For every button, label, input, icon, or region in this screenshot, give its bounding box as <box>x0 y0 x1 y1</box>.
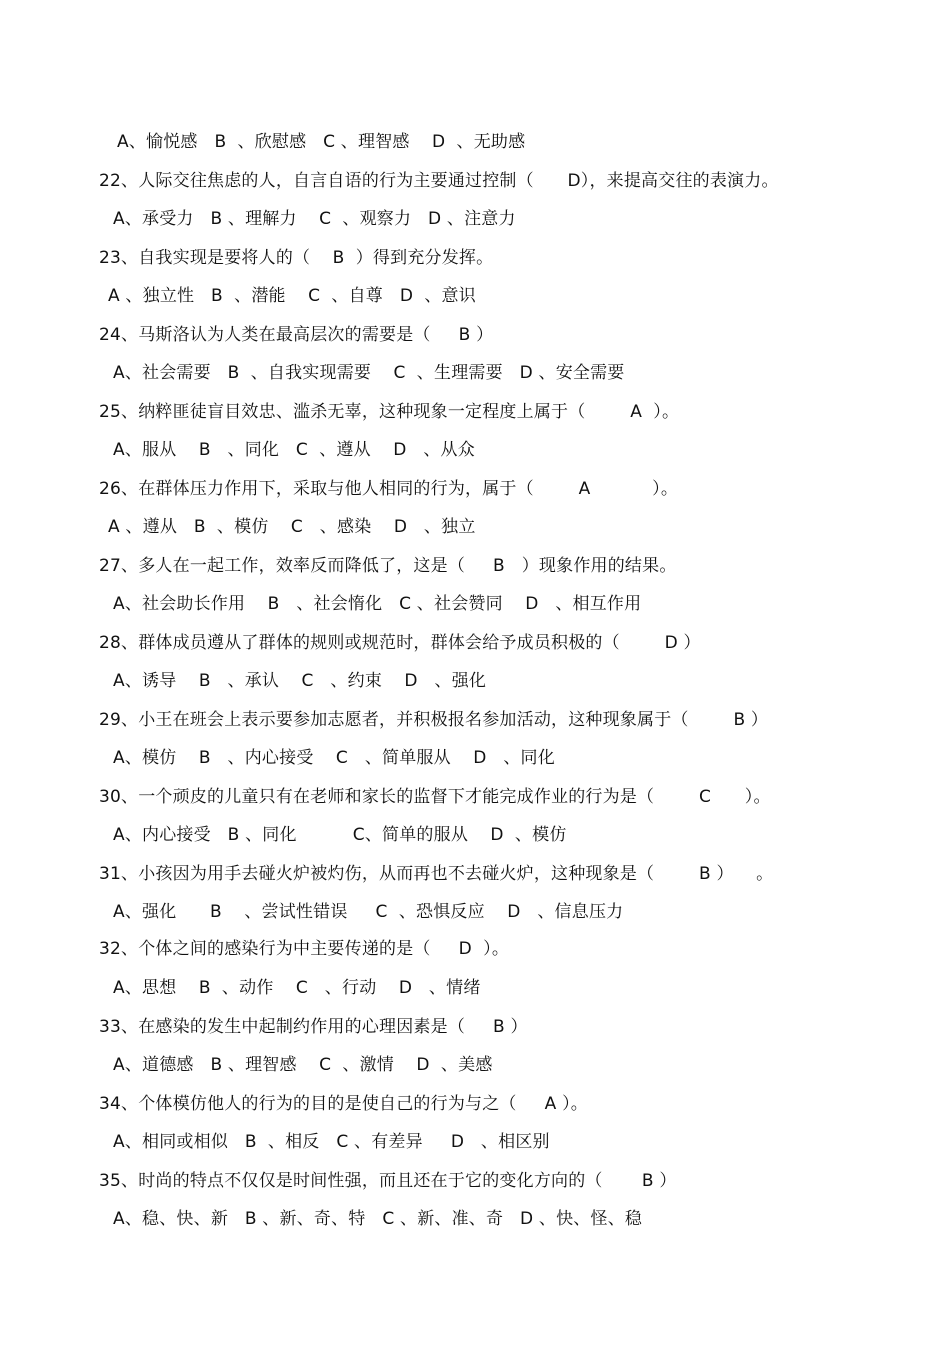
q23-question: 23、自我实现是要将人的（ B ）得到充分发挥。 <box>99 248 494 268</box>
q26-options: A 、遵从 B 、模仿 C 、感染 D 、独立 <box>108 517 476 537</box>
q34-options: A、相同或相似 B 、相反 C 、有差异 D 、相区别 <box>113 1132 550 1152</box>
q35-question: 35、时尚的特点不仅仅是时间性强，而且还在于它的变化方向的（ B ） <box>99 1171 677 1191</box>
q25-question: 25、纳粹匪徒盲目效忠、滥杀无辜，这种现象一定程度上属于（ A ）。 <box>99 402 680 422</box>
q22-options: A、承受力 B 、理解力 C 、观察力 D 、注意力 <box>113 209 516 229</box>
q32-options: A、思想 B 、动作 C 、行动 D 、情绪 <box>113 978 481 998</box>
q25-options: A、服从 B 、同化 C 、遵从 D 、从众 <box>113 440 475 460</box>
q34-question: 34、个体模仿他人的行为的目的是使自己的行为与之（ A ）。 <box>99 1094 588 1114</box>
q28-question: 28、群体成员遵从了群体的规则或规范时，群体会给予成员积极的（ D ） <box>99 633 701 653</box>
q27-options: A、社会助长作用 B 、社会惰化 C 、社会赞同 D 、相互作用 <box>113 594 642 614</box>
q31-question: 31、小孩因为用手去碰火炉被灼伤，从而再也不去碰火炉，这种现象是（ B ） 。 <box>99 864 774 884</box>
q23-options: A 、独立性 B 、潜能 C 、自尊 D 、意识 <box>108 286 476 306</box>
q30-options: A、内心接受 B 、同化 C、简单的服从 D 、模仿 <box>113 825 567 845</box>
q29-options: A、模仿 B 、内心接受 C 、简单服从 D 、同化 <box>113 748 555 768</box>
q28-options: A、诱导 B 、承认 C 、约束 D 、强化 <box>113 671 487 691</box>
q26-question: 26、在群体压力作用下，采取与他人相同的行为，属于（ A ）。 <box>99 479 679 499</box>
q31-options: A、强化 B 、尝试性错误 C 、恐惧反应 D 、信息压力 <box>113 902 624 922</box>
q24-question: 24、马斯洛认为人类在最高层次的需要是（ B ） <box>99 325 494 345</box>
q35-options: A、稳、快、新 B 、新、奇、特 C 、新、准、奇 D 、快、怪、稳 <box>113 1209 643 1229</box>
q27-question: 27、多人在一起工作，效率反而降低了，这是（ B ）现象作用的结果。 <box>99 556 677 576</box>
q33-options: A、道德感 B 、理智感 C 、激情 D 、美感 <box>113 1055 493 1075</box>
q33-question: 33、在感染的发生中起制约作用的心理因素是（ B ） <box>99 1017 528 1037</box>
q24-options: A、社会需要 B 、自我实现需要 C 、生理需要 D 、安全需要 <box>113 363 625 383</box>
q22-question: 22、人际交往焦虑的人，自言自语的行为主要通过控制（ D），来提高交往的表演力。 <box>99 171 779 191</box>
q21-options: A、愉悦感 B 、欣慰感 C 、理智感 D 、无助感 <box>117 132 526 152</box>
q32-question: 32、个体之间的感染行为中主要传递的是（ D ）。 <box>99 939 510 959</box>
q30-question: 30、一个顽皮的儿童只有在老师和家长的监督下才能完成作业的行为是（ C ）。 <box>99 787 771 807</box>
q29-question: 29、小王在班会上表示要参加志愿者，并积极报名参加活动，这种现象属于（ B ） <box>99 710 769 730</box>
